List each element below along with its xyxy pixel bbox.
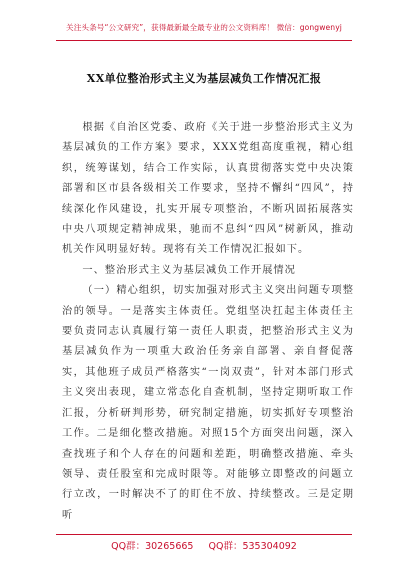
footer-qq-group-2: QQ群：535304092 <box>208 541 297 552</box>
footer-divider <box>56 534 352 535</box>
footer <box>0 538 408 552</box>
section-1-paragraph: （一）精心组织，切实加强对形式主义突出问题专项整治的领导。一是落实主体责任。党组坚决扛起主体责任主要负责同志认真履行第一责任人职责，把整治形式主义为基层减负作为一项重大政治任务亲自部署、亲自督促落实，其他班子成员严格落实“一岗双责”，针对本部门形式主义突出表现，建立常态化自查机制，坚持定期听取工作汇报，分析研判形势，研究制定措施，切实抓好专项整治工作。二是细化整改措施。对照15个方面突出问题，深入查找班子和个人存在的问题和差距，明确整改措施、牵头领导、责任股室和完成时限等。对能够立即整改的问题立行立改，一时解决不了的盯住不放、持续整改。三是定期听 <box>62 285 354 521</box>
document-title: XX单位整治形式主义为基层减负工作情况汇报 <box>86 72 322 85</box>
header-divider <box>56 40 352 41</box>
section-1-heading: 一、整治形式主义为基层减负工作开展情况 <box>82 264 296 276</box>
header-banner: 关注头条号“公文研究”，获得最新最全最专业的公文资料库！ 微信：gongwenyj <box>66 23 342 32</box>
document-body <box>62 118 354 526</box>
intro-paragraph: 根据《自治区党委、政府《关于进一步整治形式主义为基层减负的工作方案》要求，XXX党组高度重视，精心组织，统筹谋划，结合工作实际，认真贯彻落实党中央决策部署和区市县各级相关工作要求，坚持不懈纠“四风”，持续深化作风建设，扎实开展专项整治，不断巩固拓展落实中央八项规定精神成果，驰而不息纠“四风”树新风，推动机关作风明显好转。现将有关工作情况汇报如下。 <box>62 122 354 256</box>
footer-qq-group-1: QQ群：30265665 <box>111 541 194 552</box>
